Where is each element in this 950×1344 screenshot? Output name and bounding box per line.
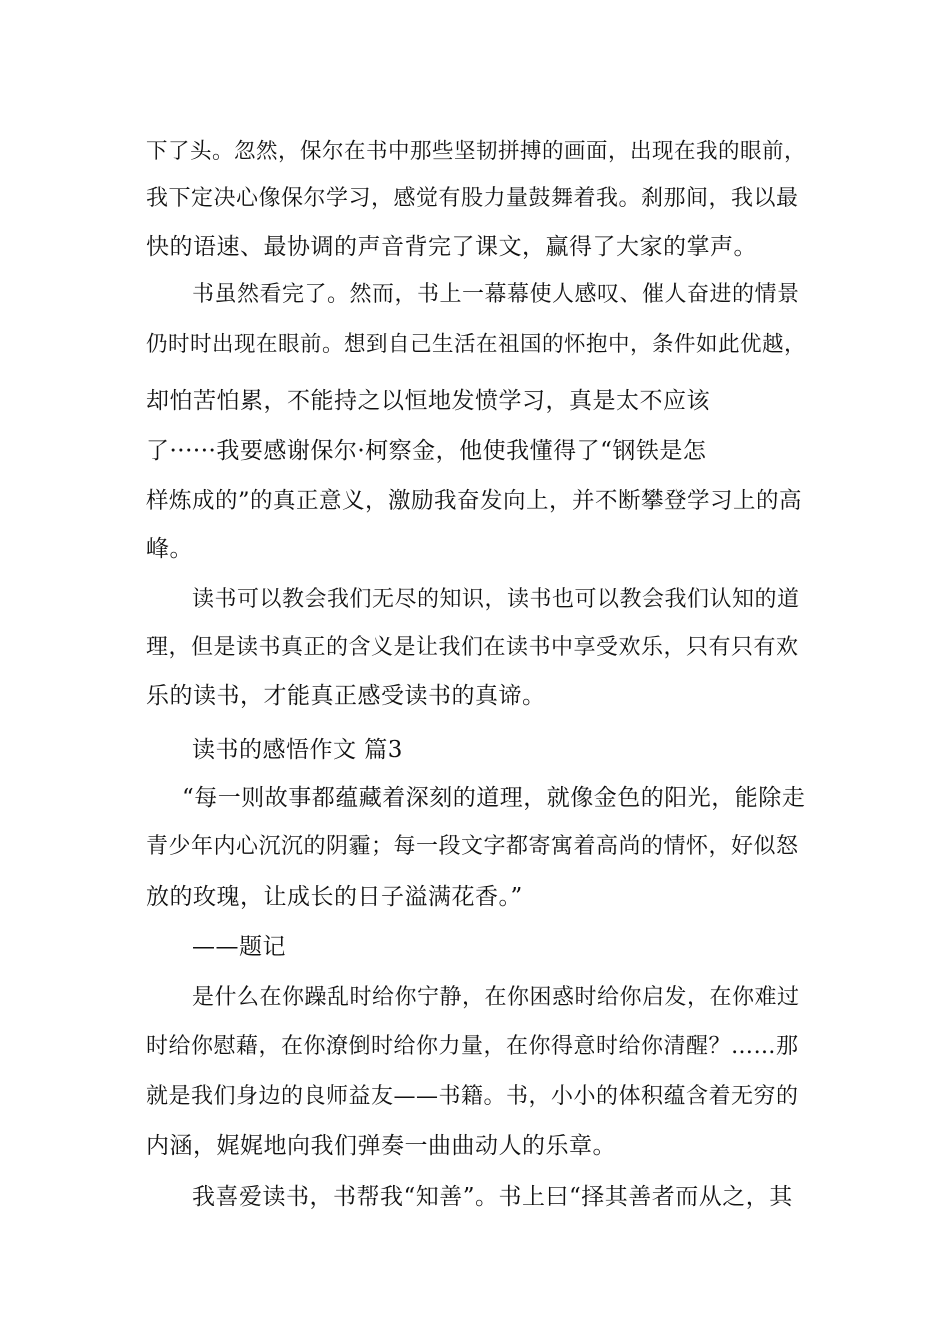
text-line: 我喜爱读书，书帮我“知善”。书上曰“择其善者而从之，其: [192, 1184, 793, 1210]
text-line: 理，但是读书真正的含义是让我们在读书中享受欢乐，只有只有欢: [146, 635, 799, 660]
text-line: 书虽然看完了。然而，书上一幕幕使人感叹、催人奋进的情景: [192, 282, 800, 307]
text-line: 时给你慰藉，在你潦倒时给你力量，在你得意时给你清醒？……那: [146, 1034, 799, 1059]
text-line: 峰。: [146, 536, 193, 562]
text-line: 是什么在你躁乱时给你宁静，在你困惑时给你启发，在你难过: [192, 985, 800, 1010]
text-line: 样炼成的”的真正意义，激励我奋发向上，并不断攀登学习上的高: [146, 488, 803, 514]
text-line: 就是我们身边的良师益友——书籍。书，小小的体积蕴含着无穷的: [146, 1084, 799, 1109]
epigraph-label: ——题记: [192, 934, 286, 960]
text-line: 却怕苦怕累，不能持之以恒地发愤学习，真是太不应该: [146, 388, 710, 414]
text-line: 我下定决心像保尔学习，感觉有股力量鼓舞着我。刹那间，我以最: [146, 186, 799, 211]
text-line: 放的玫瑰，让成长的日子溢满花香。”: [146, 884, 523, 910]
text-line: 快的语速、最协调的声音背完了课文，赢得了大家的掌声。: [146, 234, 757, 260]
text-line: 读书可以教会我们无尽的知识，读书也可以教会我们认知的道: [192, 587, 800, 612]
text-line: 了······我要感谢保尔·柯察金，他使我懂得了“钢铁是怎: [146, 438, 707, 464]
text-line: 下了头。忽然，保尔在书中那些坚韧拼搏的画面，出现在我的眼前，: [146, 139, 807, 164]
text-line: 仍时时出现在眼前。想到自己生活在祖国的怀抱中，条件如此优越，: [146, 332, 807, 357]
section-heading: 读书的感悟作文 篇3: [192, 737, 403, 763]
text-line: 内涵，娓娓地向我们弹奏一曲曲动人的乐章。: [146, 1133, 616, 1159]
text-line: 乐的读书，才能真正感受读书的真谛。: [146, 683, 546, 709]
text-line: 青少年内心沉沉的阴霾；每一段文字都寄寓着高尚的情怀，好似怒: [146, 834, 799, 859]
text-line: “每一则故事都蕴藏着深刻的道理，就像金色的阳光，能除走: [182, 785, 806, 811]
